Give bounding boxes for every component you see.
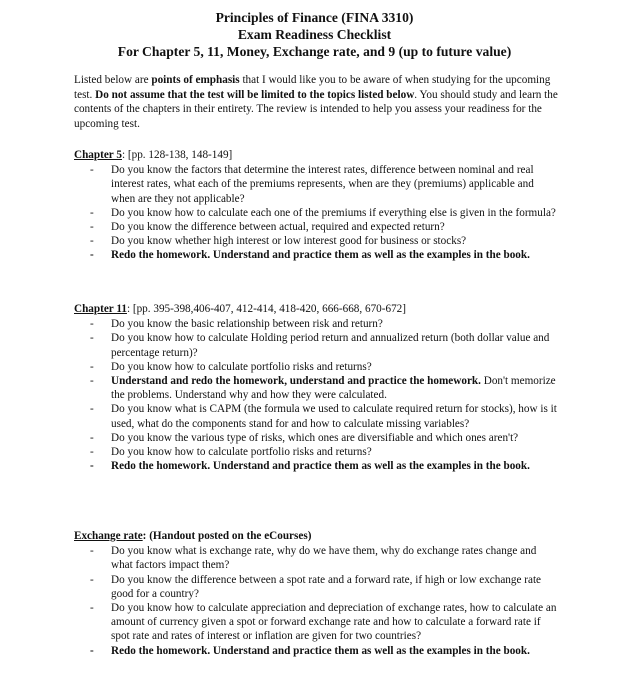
chapter-11-heading	[74, 302, 560, 316]
chapters-covered: For Chapter 5, 11, Money, Exchange rate, and 9 (up to future value)	[117, 44, 512, 59]
document-header	[0, 9, 629, 60]
list-item: - Do you know the difference between a spot rate and a forward rate, if high or low exchange rate good for a country?	[74, 573, 560, 601]
list-item: - Do you know the various type of risks, which ones are diversifiable and which ones aren't?	[74, 431, 560, 445]
chapter-5-pages: : [pp. 128-138, 148-149]	[121, 149, 233, 161]
list-item: - Do you know how to calculate appreciation and depreciation of exchange rates, how to calculate an amount of currency given a spot or forward exchange rate and how to calculate a forward rate if spot rate and rates of interest or inflation are given for two countries?	[74, 601, 560, 644]
chapter-5-heading	[74, 148, 560, 162]
list-item: - Do you know what is exchange rate, why do we have them, why do exchange rates change and what factors impact them?	[74, 544, 560, 572]
chapter-5-title: Chapter 5	[74, 149, 122, 161]
list-item: - Redo the homework. Understand and practice them as well as the examples in the book.	[74, 248, 560, 262]
list-item: - Do you know the difference between actual, required and expected return?	[74, 220, 560, 234]
intro-text-1: Listed below are	[74, 74, 152, 86]
list-item: - Do you know whether high interest or low interest good for business or stocks?	[74, 234, 560, 248]
chapter-11-section	[74, 302, 560, 473]
list-item: - Redo the homework. Understand and practice them as well as the examples in the book.	[74, 459, 560, 473]
intro-paragraph	[74, 73, 560, 131]
list-item	[74, 374, 560, 402]
intro-emphasis-1: points of emphasis	[151, 74, 240, 86]
chapter-5-section	[74, 148, 560, 263]
list-item: - Do you know how to calculate portfolio risks and returns?	[74, 445, 560, 459]
checklist-title: Exam Readiness Checklist	[237, 27, 392, 42]
course-title: Principles of Finance (FINA 3310)	[215, 10, 414, 25]
list-item-text: Don't memorize the problems. Understand why and how they were calculated.	[111, 375, 556, 402]
list-item: - Do you know how to calculate each one of the premiums if everything else is given in the formula?	[74, 206, 560, 220]
exchange-rate-title: Exchange rate	[74, 530, 143, 542]
chapter-11-pages: : [pp. 395-398,406-407, 412-414, 418-420, 666-668, 670-672]	[126, 303, 406, 315]
exchange-rate-section	[74, 529, 560, 658]
chapter-11-title: Chapter 11	[74, 303, 127, 315]
intro-emphasis-2: Do not assume that the test will be limited to the topics listed below	[95, 88, 415, 101]
exchange-rate-note: : (Handout posted on the eCourses)	[142, 530, 312, 542]
list-item: - Do you know how to calculate portfolio risks and returns?	[74, 360, 560, 374]
list-item: - Do you know the factors that determine the interest rates, difference between nominal and real interest rates, what each of the premiums represents, when are they (premiums) applicable and when are they not applicable?	[74, 163, 560, 206]
list-item: - Do you know how to calculate Holding period return and annualized return (both dollar value and percentage return)?	[74, 331, 560, 359]
chapter-11-list	[74, 317, 560, 473]
intro-text-3: . You should study and learn the contents of the chapters in their entirety. The review is intended to help you assess your readiness for the upcoming test.	[74, 88, 558, 130]
intro-text-2: that I would like you to be aware of when studying for the upcoming test.	[74, 74, 551, 101]
list-item: - Do you know the basic relationship between risk and return?	[74, 317, 560, 331]
list-item-emphasis: Understand and redo the homework, understand and practice the homework.	[111, 375, 481, 388]
exchange-rate-heading	[74, 529, 560, 543]
list-item: - Redo the homework. Understand and practice them as well as the examples in the book.	[74, 644, 560, 658]
list-item: - Do you know what is CAPM (the formula we used to calculate required return for stocks), how is it used, what do the components stand for and how to calculate missing variables?	[74, 402, 560, 430]
exchange-rate-list	[74, 544, 560, 658]
chapter-5-list	[74, 163, 560, 262]
